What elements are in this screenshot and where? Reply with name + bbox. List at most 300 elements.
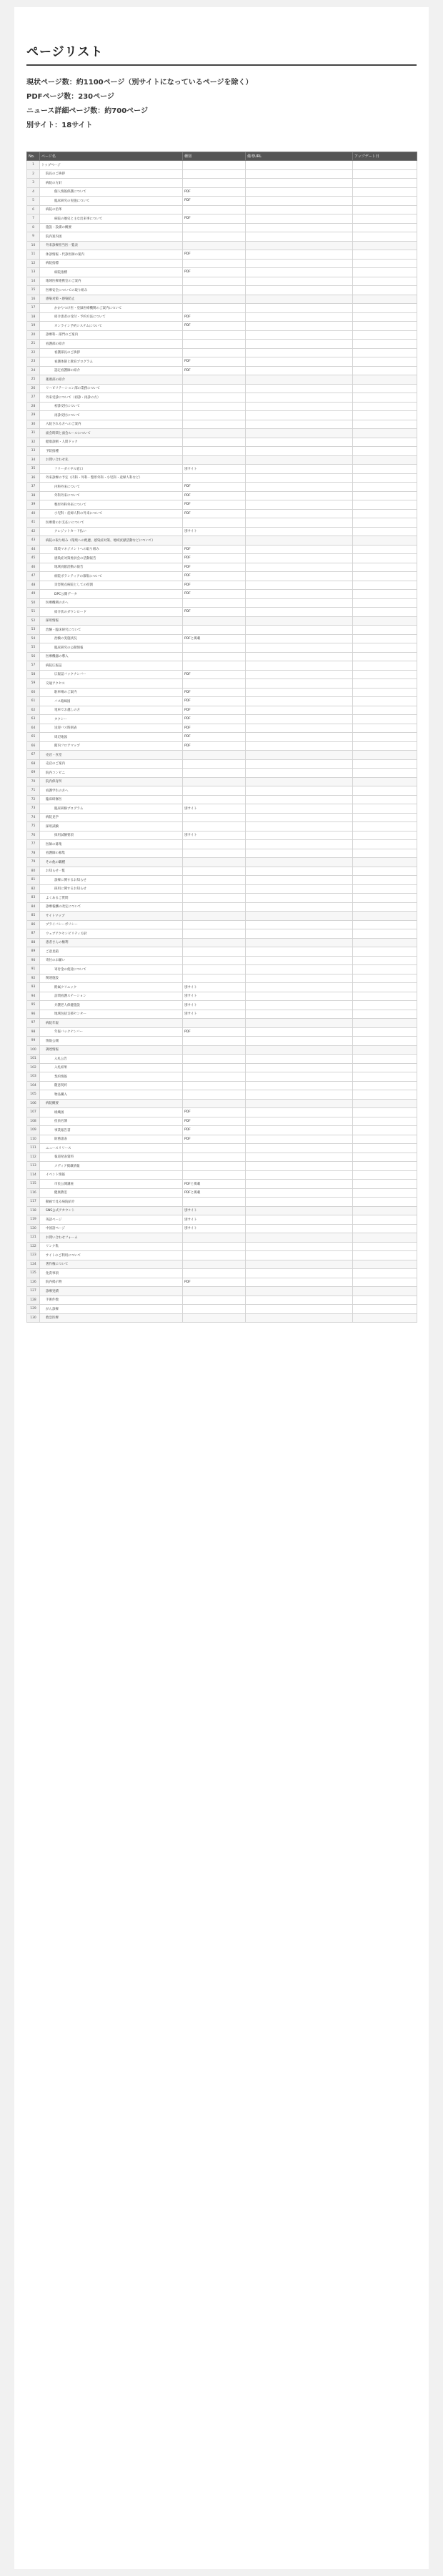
table-row [27, 1233, 417, 1243]
row-type [183, 1037, 246, 1046]
row-note-url [246, 232, 353, 242]
row-number: 85 [27, 912, 40, 921]
row-update-date [353, 465, 417, 474]
table-row [27, 223, 417, 232]
row-type [183, 786, 246, 796]
row-page-name: 診療に関するお知らせ [40, 876, 183, 885]
row-update-date [353, 1063, 417, 1072]
page-list-table [26, 152, 417, 1323]
row-page-name: トップページ [40, 161, 183, 170]
row-page-name: 地域包括支援センター [40, 1010, 183, 1019]
table-row [27, 1162, 417, 1171]
row-type: PDF [183, 697, 246, 706]
row-number: 46 [27, 563, 40, 572]
row-note-url [246, 1019, 353, 1028]
row-update-date [353, 473, 417, 483]
row-page-name: サイトのご利用について [40, 1251, 183, 1260]
row-number: 47 [27, 572, 40, 581]
header-update-date: アップデート日 [353, 152, 417, 161]
row-number: 20 [27, 330, 40, 340]
row-page-name: 健康教室 [40, 1188, 183, 1198]
row-update-date [353, 1072, 417, 1082]
row-note-url [246, 1063, 353, 1072]
row-note-url [246, 965, 353, 974]
table-row [27, 483, 417, 492]
row-page-name: 健康診断・人間ドック [40, 438, 183, 447]
table-row [27, 733, 417, 742]
table-row [27, 1135, 417, 1144]
table-row [27, 1027, 417, 1037]
row-page-name: 病院見学 [40, 813, 183, 822]
row-type [183, 956, 246, 965]
row-page-name: サイトマップ [40, 912, 183, 921]
row-type: 別サイト [183, 527, 246, 536]
table-row [27, 1188, 417, 1198]
table-row [27, 1090, 417, 1100]
table-row [27, 259, 417, 268]
row-page-name: 入院される方へのご案内 [40, 420, 183, 429]
row-number: 94 [27, 992, 40, 1001]
row-note-url [246, 1170, 353, 1180]
row-note-url [246, 670, 353, 679]
row-update-date [353, 483, 417, 492]
summary-line: 現状ページ数：約1100ページ（別サイトになっているページを除く） [26, 79, 253, 87]
row-update-date [353, 1188, 417, 1198]
row-note-url [246, 1180, 353, 1189]
row-number: 22 [27, 348, 40, 357]
row-number: 92 [27, 974, 40, 983]
row-note-url [246, 402, 353, 411]
row-type [183, 179, 246, 188]
row-type [183, 1296, 246, 1305]
table-row [27, 1072, 417, 1082]
row-note-url [246, 304, 353, 313]
row-type [183, 1260, 246, 1269]
row-update-date [353, 634, 417, 643]
row-note-url [246, 938, 353, 947]
row-number: 73 [27, 804, 40, 814]
table-row [27, 670, 417, 679]
table-row [27, 518, 417, 528]
header-note-url: 備考URL [246, 152, 353, 161]
row-number: 49 [27, 590, 40, 599]
table-row [27, 849, 417, 858]
row-update-date [353, 375, 417, 385]
row-number: 3 [27, 179, 40, 188]
row-number: 100 [27, 1045, 40, 1055]
row-note-url [246, 1108, 353, 1117]
row-update-date [353, 286, 417, 295]
table-row [27, 402, 417, 411]
row-type [183, 1170, 246, 1180]
row-note-url [246, 1090, 353, 1100]
row-type [183, 1269, 246, 1278]
row-page-name: 感染対策・感染防止 [40, 295, 183, 304]
row-note-url [246, 733, 353, 742]
row-number: 53 [27, 626, 40, 635]
row-page-name: 採用試験要項 [40, 831, 183, 840]
row-type: PDF [183, 312, 246, 322]
row-page-name: お問い合わせフォーム [40, 1233, 183, 1243]
row-update-date [353, 179, 417, 188]
row-number: 21 [27, 340, 40, 349]
row-type [183, 1242, 246, 1251]
row-type [183, 867, 246, 876]
row-note-url [246, 1287, 353, 1296]
row-page-name: 病院指標 [40, 268, 183, 277]
row-number: 44 [27, 545, 40, 554]
row-update-date [353, 348, 417, 357]
row-number: 4 [27, 187, 40, 197]
row-note-url [246, 509, 353, 518]
row-update-date [353, 491, 417, 500]
table-row [27, 563, 417, 572]
row-update-date [353, 1162, 417, 1171]
row-number: 23 [27, 357, 40, 367]
row-number: 72 [27, 795, 40, 804]
row-update-date [353, 277, 417, 286]
row-page-name: 契約情報 [40, 1072, 183, 1082]
table-row [27, 992, 417, 1001]
row-page-name: 周辺地図 [40, 733, 183, 742]
row-update-date [353, 679, 417, 689]
table-row [27, 340, 417, 349]
row-type [183, 751, 246, 760]
table-row [27, 688, 417, 697]
row-note-url [246, 643, 353, 653]
row-type: PDF [183, 608, 246, 617]
table-row [27, 1198, 417, 1207]
row-update-date [353, 947, 417, 957]
row-note-url [246, 455, 353, 465]
row-update-date [353, 929, 417, 939]
row-type: 別サイト [183, 1001, 246, 1010]
row-note-url [246, 197, 353, 206]
row-type [183, 912, 246, 921]
row-page-name: 採用に関するお知らせ [40, 884, 183, 894]
table-row [27, 420, 417, 429]
row-note-url [246, 795, 353, 804]
row-page-name: がん診療 [40, 1305, 183, 1314]
row-type [183, 536, 246, 546]
row-number: 81 [27, 876, 40, 885]
row-note-url [246, 429, 353, 438]
row-update-date [353, 1019, 417, 1028]
row-page-name: 整形外科外来について [40, 500, 183, 510]
row-number: 86 [27, 920, 40, 929]
row-note-url [246, 777, 353, 786]
row-update-date [353, 1206, 417, 1215]
row-type [183, 813, 246, 822]
row-update-date [353, 241, 417, 250]
row-update-date [353, 205, 417, 214]
row-update-date [353, 1242, 417, 1251]
row-type [183, 1144, 246, 1153]
table-row [27, 1108, 417, 1117]
row-update-date [353, 1180, 417, 1189]
table-row [27, 1153, 417, 1162]
row-type: PDF [183, 1108, 246, 1117]
row-number: 32 [27, 438, 40, 447]
table-row [27, 1260, 417, 1269]
row-note-url [246, 1081, 353, 1090]
row-number: 106 [27, 1099, 40, 1108]
row-update-date [353, 187, 417, 197]
row-type [183, 286, 246, 295]
row-page-name: 診療科・部門のご案内 [40, 330, 183, 340]
row-note-url [246, 375, 353, 385]
row-type [183, 894, 246, 903]
row-page-name: ニュースリリース [40, 1144, 183, 1153]
row-page-name: 医療安全についての取り組み [40, 286, 183, 295]
row-page-name: 病院の歴史と主な出来事について [40, 214, 183, 224]
row-update-date [353, 670, 417, 679]
table-row [27, 858, 417, 867]
row-number: 15 [27, 286, 40, 295]
row-update-date [353, 1126, 417, 1135]
row-update-date [353, 1224, 417, 1233]
table-row [27, 411, 417, 420]
row-number: 80 [27, 867, 40, 876]
row-page-name: 看護体制と教育プログラム [40, 357, 183, 367]
row-page-name: 関連施設 [40, 974, 183, 983]
row-update-date [353, 759, 417, 769]
row-number: 104 [27, 1081, 40, 1090]
row-type [183, 455, 246, 465]
row-note-url [246, 1206, 353, 1215]
row-update-date [353, 1198, 417, 1207]
row-note-url [246, 652, 353, 661]
row-note-url [246, 1055, 353, 1064]
row-update-date [353, 733, 417, 742]
row-type: PDF [183, 741, 246, 751]
table-row [27, 598, 417, 608]
row-page-name: イベント情報 [40, 1170, 183, 1180]
row-page-name: 再診受付について [40, 411, 183, 420]
row-number: 52 [27, 616, 40, 626]
row-note-url [246, 241, 353, 250]
row-type: PDF [183, 322, 246, 331]
table-row [27, 214, 417, 224]
row-page-name: 介護老人保健施設 [40, 1001, 183, 1010]
row-update-date [353, 652, 417, 661]
row-update-date [353, 956, 417, 965]
row-type [183, 679, 246, 689]
row-number: 58 [27, 670, 40, 679]
row-number: 26 [27, 384, 40, 393]
row-note-url [246, 205, 353, 214]
row-page-name: お知らせ一覧 [40, 867, 183, 876]
row-update-date [353, 197, 417, 206]
table-row [27, 393, 417, 403]
row-type [183, 259, 246, 268]
row-note-url [246, 1037, 353, 1046]
row-note-url [246, 626, 353, 635]
row-update-date [353, 697, 417, 706]
row-number: 65 [27, 733, 40, 742]
table-row [27, 527, 417, 536]
row-number: 120 [27, 1224, 40, 1233]
table-row [27, 1055, 417, 1064]
row-note-url [246, 849, 353, 858]
row-note-url [246, 741, 353, 751]
row-note-url [246, 974, 353, 983]
row-update-date [353, 322, 417, 331]
row-type: PDF [183, 590, 246, 599]
row-type [183, 849, 246, 858]
table-row [27, 169, 417, 179]
row-number: 119 [27, 1215, 40, 1225]
row-note-url [246, 724, 353, 733]
row-note-url [246, 715, 353, 724]
row-update-date [353, 598, 417, 608]
row-page-name: 治験・臨床研究について [40, 626, 183, 635]
row-page-name: 小児科・産婦人科の外来について [40, 509, 183, 518]
row-type [183, 920, 246, 929]
row-page-name: DPC公開データ [40, 590, 183, 599]
row-page-name: 情報公開 [40, 1037, 183, 1046]
row-type [183, 1019, 246, 1028]
row-type: PDF [183, 581, 246, 590]
row-update-date [353, 509, 417, 518]
row-page-name: クレジットカード払い [40, 527, 183, 536]
row-type [183, 1313, 246, 1323]
row-update-date [353, 366, 417, 375]
row-page-name: 病院の取り組み（環境への配慮、感染症対策、地域貢献活動などについて） [40, 536, 183, 546]
row-number: 101 [27, 1055, 40, 1064]
table-row [27, 1287, 417, 1296]
row-page-name: 入札公告 [40, 1055, 183, 1064]
row-update-date [353, 545, 417, 554]
row-update-date [353, 1099, 417, 1108]
row-number: 62 [27, 706, 40, 715]
row-update-date [353, 590, 417, 599]
row-page-name: 診療報酬の改定について [40, 902, 183, 912]
table-row [27, 840, 417, 849]
row-number: 115 [27, 1180, 40, 1189]
row-number: 17 [27, 304, 40, 313]
row-update-date [353, 983, 417, 992]
row-type: PDF [183, 1117, 246, 1126]
row-update-date [353, 1233, 417, 1243]
table-row [27, 1251, 417, 1260]
row-page-name: 治験の実施状況 [40, 634, 183, 643]
row-number: 109 [27, 1126, 40, 1135]
row-page-name: 医療機関の方へ [40, 598, 183, 608]
row-update-date [353, 1305, 417, 1314]
row-note-url [246, 330, 353, 340]
row-page-name: 外来診療担当医一覧表 [40, 241, 183, 250]
row-number: 66 [27, 741, 40, 751]
row-note-url [246, 348, 353, 357]
row-page-name: お問い合わせ先 [40, 455, 183, 465]
row-note-url [246, 688, 353, 697]
row-number: 60 [27, 688, 40, 697]
row-type [183, 241, 246, 250]
table-row [27, 929, 417, 939]
row-type: PDF [183, 268, 246, 277]
table-row [27, 1278, 417, 1287]
summary-line: PDFページ数：230ページ [26, 93, 114, 101]
row-note-url [246, 465, 353, 474]
table-row [27, 473, 417, 483]
table-row [27, 500, 417, 510]
row-note-url [246, 769, 353, 778]
row-page-name: 訪問看護ステーション [40, 992, 183, 1001]
row-update-date [353, 795, 417, 804]
table-row [27, 590, 417, 599]
row-number: 10 [27, 241, 40, 250]
row-update-date [353, 938, 417, 947]
row-page-name: 臨床研修プログラム [40, 804, 183, 814]
row-update-date [353, 992, 417, 1001]
row-update-date [353, 411, 417, 420]
row-number: 102 [27, 1063, 40, 1072]
row-type [183, 661, 246, 671]
row-note-url [246, 947, 353, 957]
row-note-url [246, 751, 353, 760]
row-page-name: 病院指標 [40, 259, 183, 268]
row-page-name: 病院の方針 [40, 179, 183, 188]
row-update-date [353, 527, 417, 536]
row-page-name: SNS公式アカウント [40, 1206, 183, 1215]
row-note-url [246, 340, 353, 349]
row-page-name: 報道発表資料 [40, 1153, 183, 1162]
row-type [183, 1045, 246, 1055]
row-update-date [353, 447, 417, 456]
row-page-name: 内科外来について [40, 483, 183, 492]
table-row [27, 902, 417, 912]
row-update-date [353, 643, 417, 653]
row-update-date [353, 161, 417, 170]
row-note-url [246, 1162, 353, 1171]
row-number: 76 [27, 831, 40, 840]
row-page-name: 外来受診について（初診・再診の方） [40, 393, 183, 403]
row-note-url [246, 563, 353, 572]
row-note-url [246, 536, 353, 546]
row-update-date [353, 1037, 417, 1046]
row-page-name: 外来診療の予定（内科・外科・整形外科・小児科・産婦人科など） [40, 473, 183, 483]
row-note-url [246, 187, 353, 197]
table-row [27, 759, 417, 769]
table-row [27, 643, 417, 653]
row-type [183, 402, 246, 411]
row-page-name: 救急医療 [40, 1313, 183, 1323]
table-row [27, 938, 417, 947]
table-row [27, 536, 417, 546]
row-type: PDF [183, 366, 246, 375]
row-number: 1 [27, 161, 40, 170]
row-type: PDF [183, 545, 246, 554]
row-note-url [246, 393, 353, 403]
row-number: 117 [27, 1198, 40, 1207]
row-note-url [246, 1099, 353, 1108]
row-note-url [246, 384, 353, 393]
row-update-date [353, 1269, 417, 1278]
row-note-url [246, 295, 353, 304]
table-row [27, 545, 417, 554]
row-type: PDF [183, 706, 246, 715]
row-page-name: 手術件数 [40, 1296, 183, 1305]
row-update-date [353, 1135, 417, 1144]
table-row [27, 1144, 417, 1153]
row-type [183, 330, 246, 340]
row-update-date [353, 455, 417, 465]
row-type [183, 340, 246, 349]
row-note-url [246, 608, 353, 617]
row-type [183, 876, 246, 885]
row-note-url [246, 706, 353, 715]
